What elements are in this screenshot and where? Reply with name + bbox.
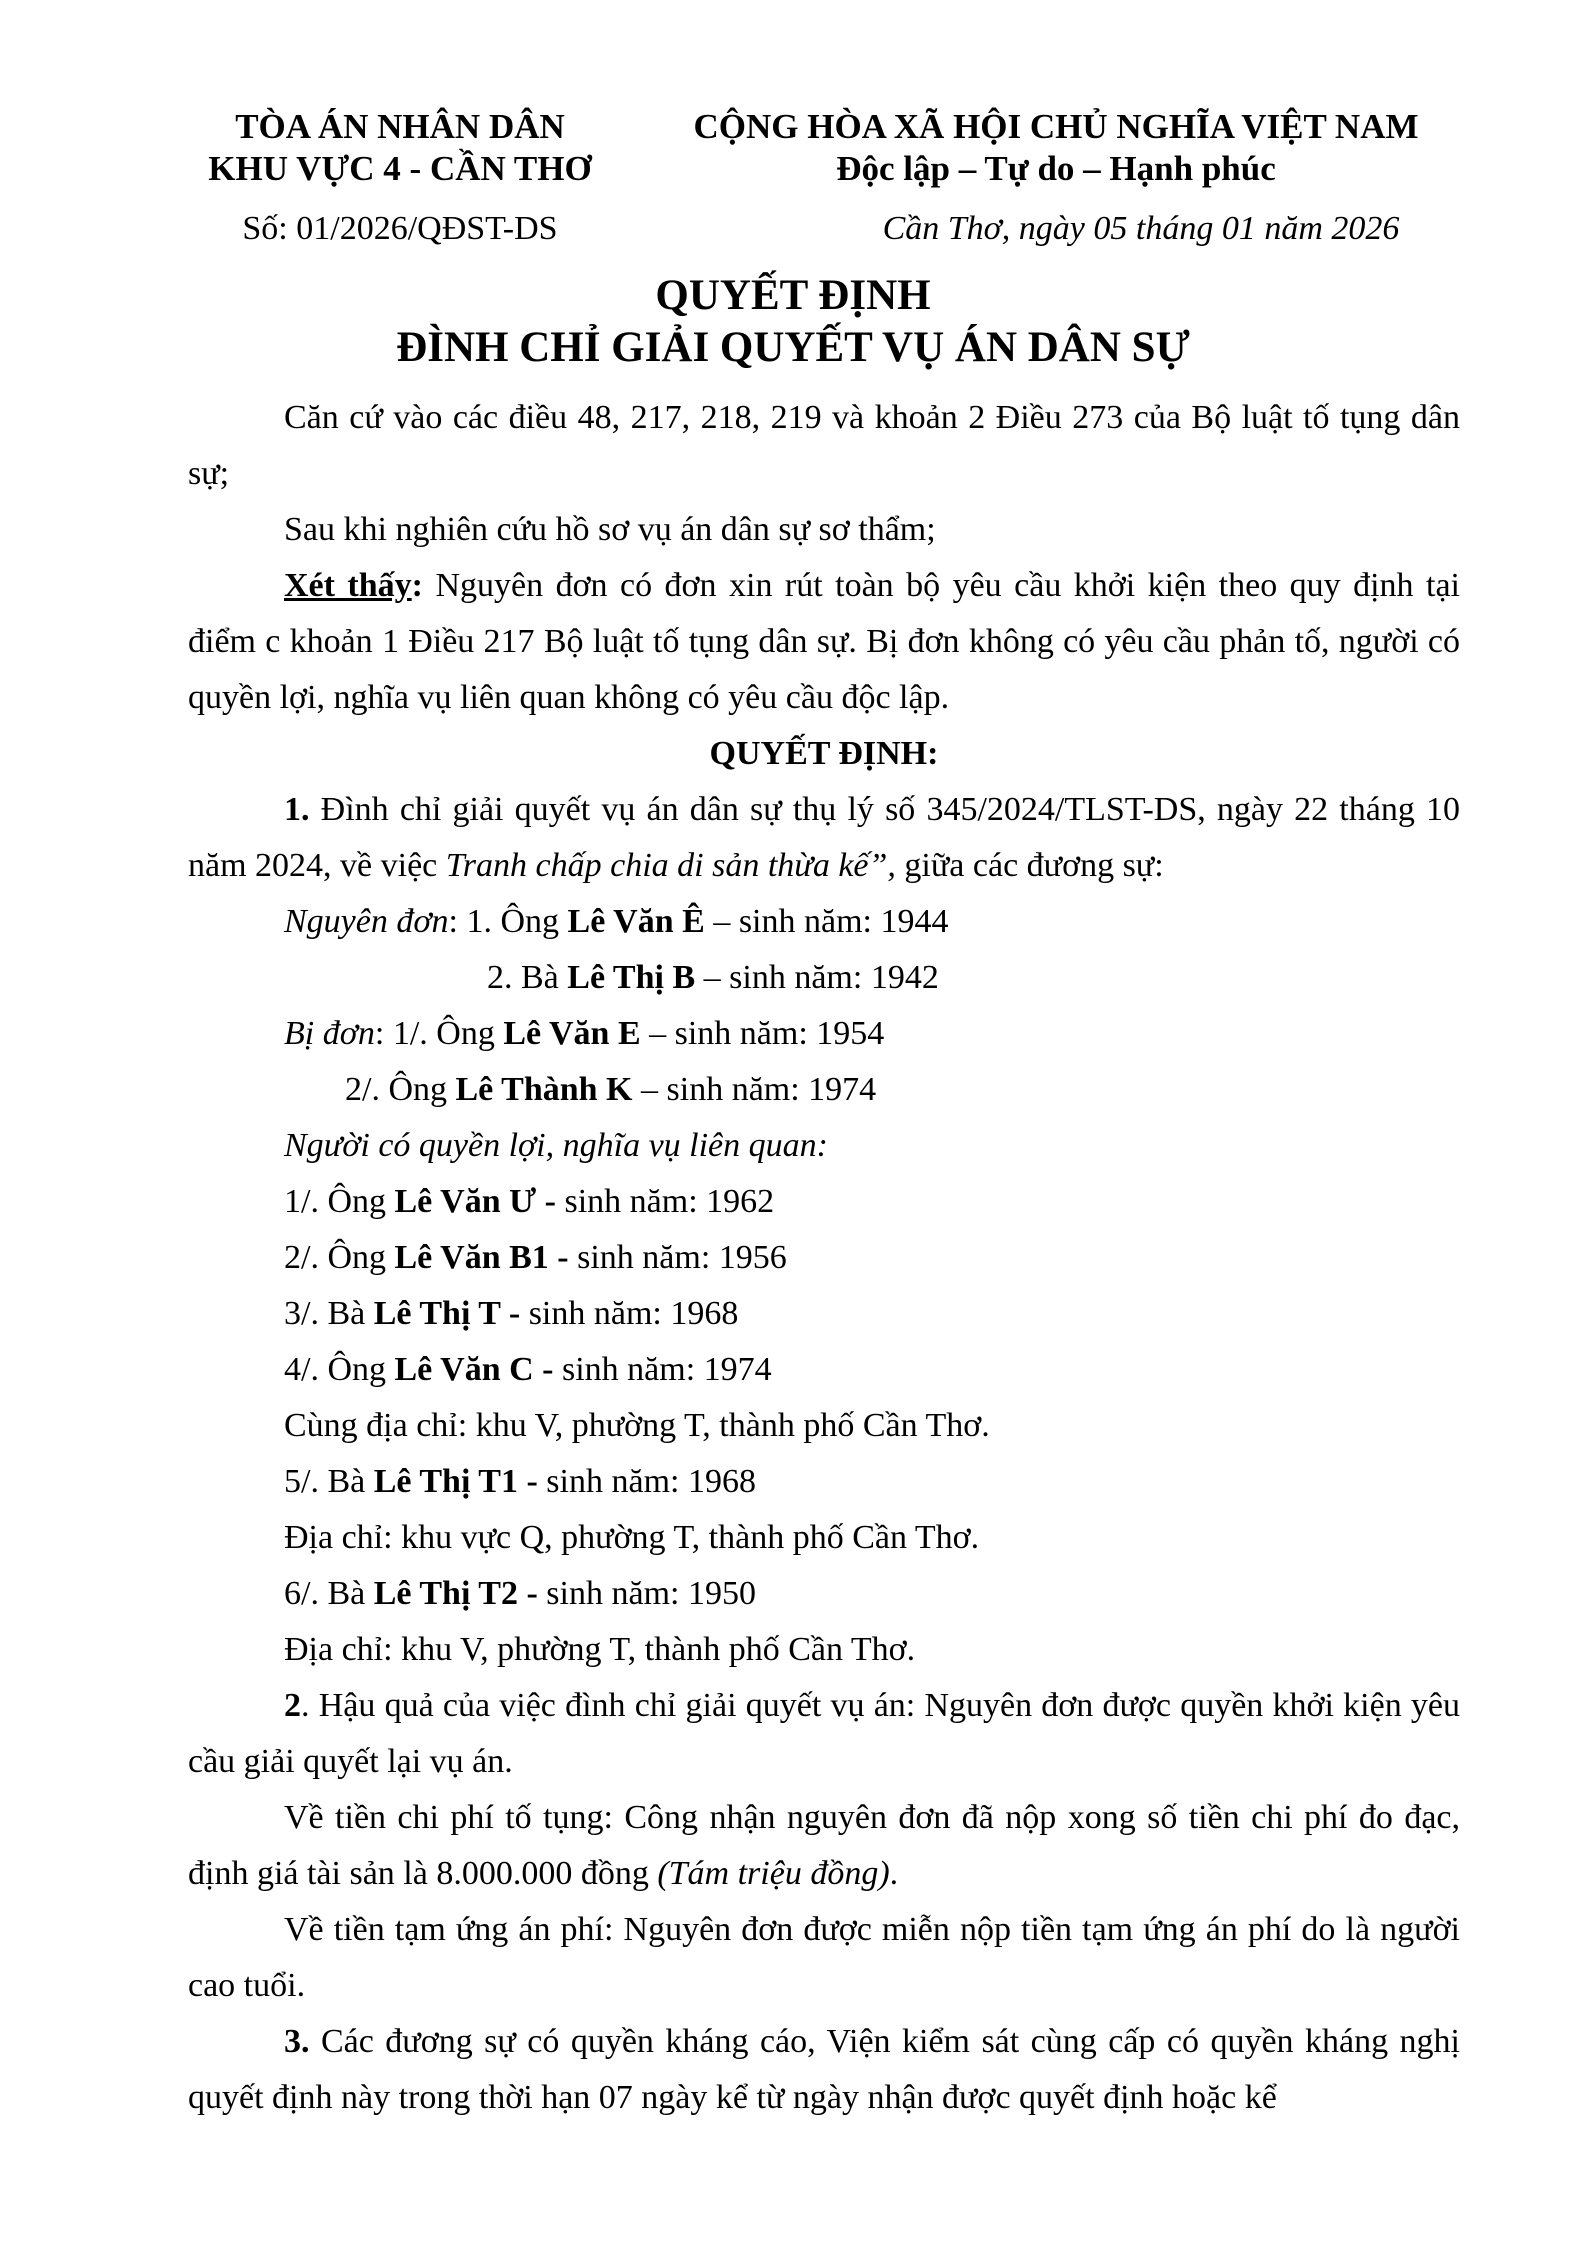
document-subheader — [0, 190, 1586, 248]
document-subtitle: ĐÌNH CHỈ GIẢI QUYẾT VỤ ÁN DÂN SỰ — [396, 324, 1190, 371]
related-party-2: 2/. Ông Lê Văn B1 - sinh năm: 1956 — [284, 1239, 787, 1276]
national-motto: Độc lập – Tự do – Hạnh phúc — [836, 149, 1276, 188]
party-plaintiff-1: Nguyên đơn: 1. Ông Lê Văn Ê – sinh năm: 1944 — [284, 903, 949, 940]
national-title: CỘNG HÒA XÃ HỘI CHỦ NGHĨA VIỆT NAM — [693, 107, 1419, 146]
document-title-block — [0, 270, 1586, 374]
party-defendant-1: Bị đơn: 1/. Ông Lê Văn E – sinh năm: 1954 — [284, 1015, 885, 1052]
party-plaintiff-2: 2. Bà Lê Thị B – sinh năm: 1942 — [487, 959, 939, 996]
national-header-block — [656, 106, 1456, 190]
section-heading-decision: QUYẾT ĐỊNH: — [709, 735, 939, 772]
place-date-line: Cần Thơ, ngày 05 tháng 01 năm 2026 — [882, 210, 1400, 247]
paragraph-findings: Xét thấy: Nguyên đơn có đơn xin rút toàn bộ yêu cầu khởi kiện theo quy định tại điểm c khoản 1 Điều 217 Bộ luật tố tụng dân sự. Bị đơn không có yêu cầu phản tố, người có quyền lợi, nghĩa vụ liên quan không có yêu cầu độc lập. — [188, 567, 1461, 716]
court-region: KHU VỰC 4 - CẦN THƠ — [208, 149, 592, 188]
document-number: Số: 01/2026/QĐST-DS — [242, 210, 558, 247]
paragraph-case-review: Sau khi nghiên cứu hồ sơ vụ án dân sự sơ thẩm; — [284, 511, 936, 548]
related-party-5: 5/. Bà Lê Thị T1 - sinh năm: 1968 — [284, 1463, 756, 1500]
party-defendant-2: 2/. Ông Lê Thành K – sinh năm: 1974 — [345, 1071, 877, 1108]
paragraph-decision-1: 1. Đình chỉ giải quyết vụ án dân sự thụ lý số 345/2024/TLST-DS, ngày 22 tháng 10 năm 2024, về việc Tranh chấp chia di sản thừa kế”, giữa các đương sự: — [188, 791, 1460, 884]
address-line-party-6: Địa chỉ: khu V, phường T, thành phố Cần Thơ. — [284, 1631, 916, 1668]
document-body — [0, 390, 1586, 2126]
document-header — [0, 0, 1586, 190]
related-party-1: 1/. Ông Lê Văn Ư - sinh năm: 1962 — [284, 1183, 775, 1220]
issuing-court-block — [150, 106, 650, 190]
paragraph-legal-basis: Căn cứ vào các điều 48, 217, 218, 219 và khoản 2 Điều 273 của Bộ luật tố tụng dân sự; — [188, 399, 1460, 492]
document-title: QUYẾT ĐỊNH — [655, 272, 931, 319]
related-party-4: 4/. Ông Lê Văn C - sinh năm: 1974 — [284, 1351, 772, 1388]
paragraph-decision-2: 2. Hậu quả của việc đình chỉ giải quyết vụ án: Nguyên đơn được quyền khởi kiện yêu cầu giải quyết lại vụ án. — [188, 1687, 1460, 1780]
paragraph-decision-3: 3. Các đương sự có quyền kháng cáo, Viện kiểm sát cùng cấp có quyền kháng nghị quyết định này trong thời hạn 07 ngày kể từ ngày nhận được quyết định hoặc kể — [188, 2023, 1460, 2116]
related-party-6: 6/. Bà Lê Thị T2 - sinh năm: 1950 — [284, 1575, 756, 1612]
shared-address-line: Cùng địa chỉ: khu V, phường T, thành phố Cần Thơ. — [284, 1407, 990, 1444]
paragraph-court-fee: Về tiền tạm ứng án phí: Nguyên đơn được miễn nộp tiền tạm ứng án phí do là người cao tuổi. — [188, 1911, 1460, 2004]
paragraph-litigation-costs: Về tiền chi phí tố tụng: Công nhận nguyên đơn đã nộp xong số tiền chi phí đo đạc, định giá tài sản là 8.000.000 đồng (Tám triệu đồng). — [188, 1799, 1460, 1892]
address-line-party-5: Địa chỉ: khu vực Q, phường T, thành phố Cần Thơ. — [284, 1519, 980, 1556]
related-parties-heading: Người có quyền lợi, nghĩa vụ liên quan: — [284, 1127, 828, 1164]
court-name: TÒA ÁN NHÂN DÂN — [235, 107, 565, 146]
related-party-3: 3/. Bà Lê Thị T - sinh năm: 1968 — [284, 1295, 739, 1332]
